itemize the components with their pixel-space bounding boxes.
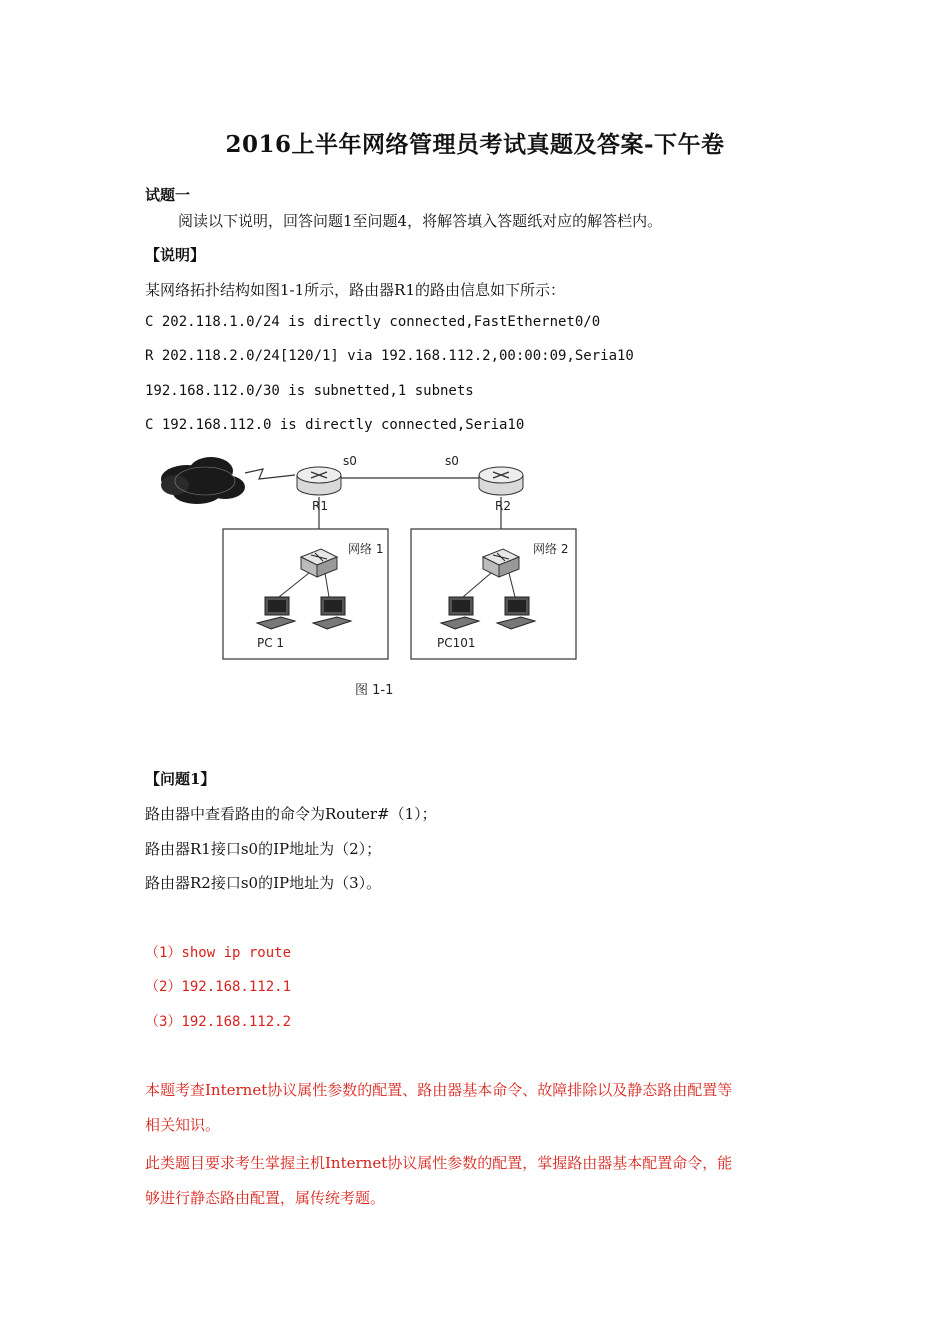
r1-label: R1 xyxy=(312,499,328,513)
section-intro: 阅读以下说明，回答问题1至问题4，将解答填入答题纸对应的解答栏内。 xyxy=(178,212,663,230)
network-topology-figure xyxy=(145,445,615,707)
question1-line: 路由器中查看路由的命令为Router#（1）； xyxy=(145,805,437,823)
figure-caption: 图 1-1 xyxy=(355,683,394,698)
r2-port-label: s0 xyxy=(445,454,459,468)
route-line: C 192.168.112.0 is directly connected,Seria10 xyxy=(145,417,525,433)
network-2-label: 网络 2 xyxy=(533,542,569,556)
question1-heading: 【问题1】 xyxy=(145,770,216,788)
analysis-line: 本题考查Internet协议属性参数的配置、路由器基本命令、故障排除以及静态路由配置等 xyxy=(145,1081,733,1099)
switch-1-icon xyxy=(301,549,337,577)
router-r1-icon xyxy=(297,467,341,495)
r1-port-label: s0 xyxy=(343,454,357,468)
r2-label: R2 xyxy=(495,499,511,513)
explain-text: 某网络拓扑结构如图1-1所示，路由器R1的路由信息如下所示： xyxy=(145,281,565,299)
route-line: C 202.118.1.0/24 is directly connected,FastEthernet0/0 xyxy=(145,314,601,330)
answer-line: （1）show ip route xyxy=(145,945,292,961)
pc-icon xyxy=(441,597,479,629)
answer-line: （3）192.168.112.2 xyxy=(145,1014,292,1030)
wan-link xyxy=(245,469,295,479)
network-1-label: 网络 1 xyxy=(348,542,384,556)
pc-icon xyxy=(257,597,295,629)
pc1-label: PC 1 xyxy=(257,636,285,650)
cloud-icon xyxy=(161,457,245,504)
route-line: 192.168.112.0/30 is subnetted,1 subnets xyxy=(145,383,474,399)
pc101-label: PC101 xyxy=(437,636,476,650)
pc-icon xyxy=(497,597,535,629)
explain-heading: 【说明】 xyxy=(145,246,206,264)
page-title: 2016上半年网络管理员考试真题及答案-下午卷 xyxy=(225,131,725,158)
question1-line: 路由器R2接口s0的IP地址为（3）。 xyxy=(145,874,382,892)
switch-2-icon xyxy=(483,549,519,577)
question1-line: 路由器R1接口s0的IP地址为（2）； xyxy=(145,840,382,858)
analysis-line: 此类题目要求考生掌握主机Internet协议属性参数的配置，掌握路由器基本配置命令，能 xyxy=(145,1154,733,1172)
router-r2-icon xyxy=(479,467,523,495)
analysis-line: 相关知识。 xyxy=(145,1116,221,1134)
route-line: R 202.118.2.0/24[120/1] via 192.168.112.2,00:00:09,Seria10 xyxy=(145,348,634,364)
pc-icon xyxy=(313,597,351,629)
answer-line: （2）192.168.112.1 xyxy=(145,979,292,995)
analysis-line: 够进行静态路由配置，属传统考题。 xyxy=(145,1189,386,1207)
section-heading: 试题一 xyxy=(145,186,191,204)
